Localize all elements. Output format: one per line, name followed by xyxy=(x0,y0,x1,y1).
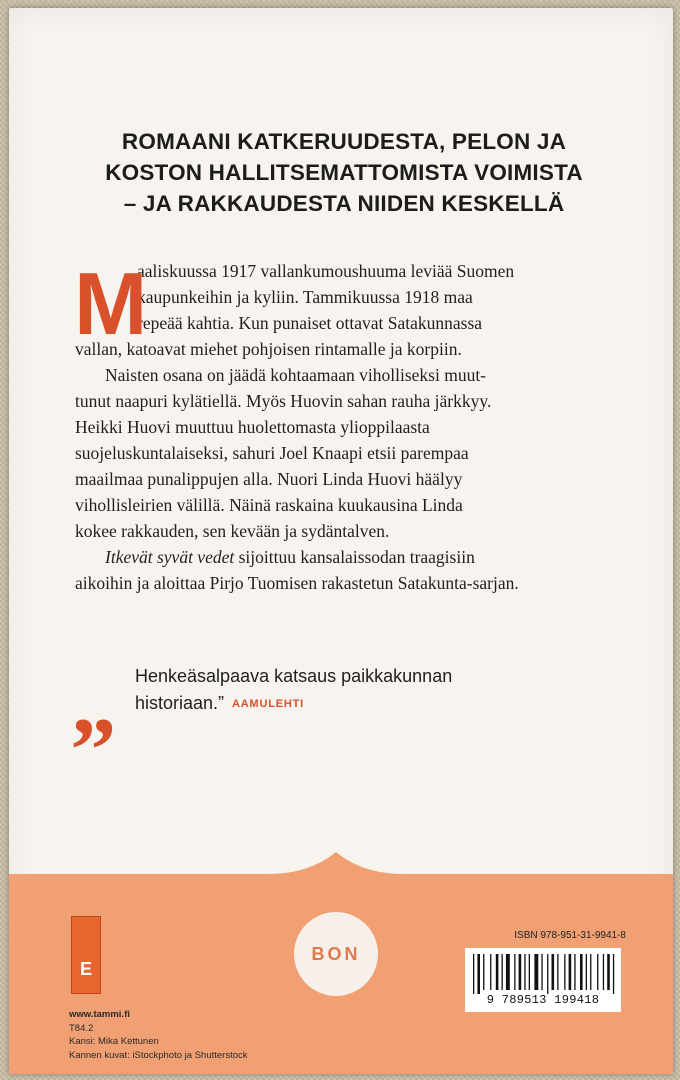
blurb-line: Naisten osana on jäädä kohtaamaan viholliseksi muut- xyxy=(105,365,487,385)
quote-mark-icon: „ xyxy=(71,651,117,753)
barcode-bar xyxy=(569,954,572,990)
headline-line: – JA RAKKAUDESTA NIIDEN KESKELLÄ xyxy=(123,191,565,216)
barcode-bar xyxy=(502,954,503,990)
quote-line-end: historiaan.” xyxy=(135,693,225,713)
quote-line: Henkeäsalpaava katsaus paikkakunnan xyxy=(135,666,453,686)
barcode-bar xyxy=(607,954,610,990)
bon-badge: BON xyxy=(294,912,378,996)
blurb-line: kokee rakkauden, sen kevään ja sydäntalven. xyxy=(75,521,390,541)
blurb-line: suojeluskuntalaiseksi, sahuri Joel Knaapi etsii parempaa xyxy=(75,443,469,463)
barcode-bar xyxy=(529,954,530,990)
barcode-bar xyxy=(590,954,591,990)
blurb-text xyxy=(74,254,635,596)
blurb-line: aaliskuussa 1917 vallankumoushuuma leviää Suomen xyxy=(137,261,515,281)
blurb-line: Heikki Huovi muuttuu huolettomasta ylioppilaasta xyxy=(75,417,430,437)
barcode-bar xyxy=(552,954,555,990)
blurb-closing-line xyxy=(75,544,635,570)
publisher-logo xyxy=(71,916,101,994)
open-book-wave-icon xyxy=(9,846,673,886)
blurb-line: vallan, katoavat miehet pohjoisen rintamalle ja korpiin. xyxy=(75,339,462,359)
barcode-bar xyxy=(534,954,538,990)
publisher-credits xyxy=(69,1008,248,1062)
book-back-cover xyxy=(9,8,673,1074)
blurb-closing-rest: sijoittuu kansalaissodan traagisiin xyxy=(234,547,475,567)
blurb-line: repeää kahtia. Kun punaiset ottavat Satakunnassa xyxy=(137,313,483,333)
barcode-bar xyxy=(547,954,548,994)
barcode-bar xyxy=(519,954,522,990)
isbn-label: ISBN 978-951-31-9941-8 xyxy=(514,930,626,941)
barcode-bars-icon xyxy=(471,954,615,994)
publisher-logo-letter: E xyxy=(79,959,92,979)
barcode-bar xyxy=(483,954,484,990)
headline-line: ROMAANI KATKERUUDESTA, PELON JA xyxy=(121,129,567,154)
barcode-bar xyxy=(603,954,604,990)
photo-credit: Kannen kuvat: iStockphoto ja Shutterstock xyxy=(69,1049,248,1061)
barcode-bar xyxy=(564,954,565,990)
barcode-bar xyxy=(541,954,542,990)
headline xyxy=(49,126,639,219)
drop-cap: M xyxy=(74,254,148,353)
barcode-bar xyxy=(613,954,614,994)
barcode-number: 9 789513 199418 xyxy=(486,993,600,1007)
review-quote xyxy=(135,663,452,718)
barcode-bar xyxy=(524,954,525,990)
quote-source: AAMULEHTI xyxy=(232,698,305,710)
publisher-url: www.tammi.fi xyxy=(69,1009,130,1020)
class-code: T84.2 xyxy=(69,1022,94,1034)
headline-line: KOSTON HALLITSEMATTOMISTA VOIMISTA xyxy=(105,160,583,185)
barcode-bar xyxy=(586,954,587,990)
blurb-line: aikoihin ja aloittaa Pirjo Tuomisen rakastetun Satakunta-sarjan. xyxy=(75,573,519,593)
blurb-line: vihollisleirien välillä. Näinä raskaina kuukausina Linda xyxy=(75,495,463,515)
barcode-bar xyxy=(597,954,598,990)
blurb-line: maailmaa punalippujen alla. Nuori Linda Huovi häälyy xyxy=(75,469,463,489)
barcode-bar xyxy=(580,954,583,990)
book-title: Itkevät syvät vedet xyxy=(105,547,235,567)
barcode-bar xyxy=(477,954,480,994)
barcode xyxy=(465,948,621,1012)
barcode-bar xyxy=(574,954,575,990)
barcode-bar xyxy=(490,954,491,990)
barcode-bar xyxy=(506,954,510,990)
barcode-bar xyxy=(557,954,558,990)
quote-line xyxy=(135,690,452,718)
barcode-bar xyxy=(473,954,474,994)
blurb-line: kaupunkeihin ja kyliin. Tammikuussa 1918 maa xyxy=(137,287,473,307)
barcode-bar xyxy=(496,954,499,990)
cover-credit: Kansi: Mika Kettunen xyxy=(69,1036,159,1047)
barcode-bar xyxy=(514,954,515,990)
orange-band xyxy=(9,874,673,1074)
blurb-line: tunut naapuri kylätiellä. Myös Huovin sahan rauha järkkyy. xyxy=(75,391,492,411)
